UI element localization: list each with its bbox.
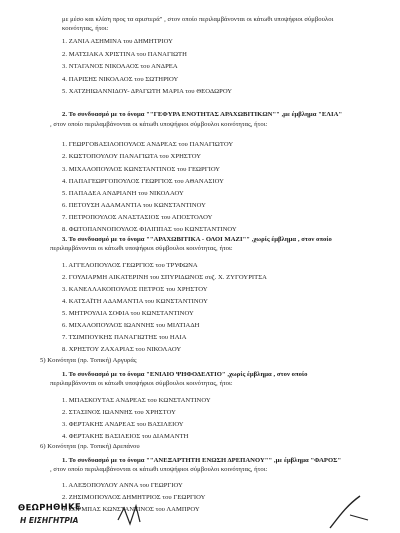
document-line: 7. ΠΕΤΡΟΠΟΥΛΟΣ ΑΝΑΣΤΑΣΙΟΣ του ΑΠΟΣΤΟΛΟΥ xyxy=(62,214,213,221)
document-line: 4. ΚΑΤΣΑΪΤΗ ΑΔΑΜΑΝΤΙΑ του ΚΩΝΣΤΑΝΤΙΝΟΥ xyxy=(62,298,208,305)
document-line: 1. ΜΠΑΣΚΟΥΤΑΣ ΑΝΔΡΕΑΣ του ΚΩΝΣΤΑΝΤΙΝΟΥ xyxy=(62,397,211,404)
document-line: , στον οποίο περιλαμβάνονται οι κάτωθι υποψήφιοι σύμβουλοι κοινότητας, ήτοι: xyxy=(50,121,268,128)
document-line: 4. ΠΑΠΑΓΕΩΡΓΟΠΟΥΛΟΣ ΓΕΩΡΓΙΟΣ του ΑΘΑΝΑΣΙΟΥ xyxy=(62,178,224,185)
document-line: 4. ΦΕΡΤΑΚΗΣ ΒΑΣΙΛΕΙΟΣ του ΔΙΑΜΑΝΤΗ xyxy=(62,433,189,440)
document-line: 2. ΖΗΣΙΜΟΠΟΥΛΟΣ ΔΗΜΗΤΡΙΟΣ του ΓΕΩΡΓΙΟΥ xyxy=(62,494,206,501)
document-line: 3. ΖΟΡΜΠΑΣ ΚΩΝΣΤΑΝΤΙΝΟΣ του ΛΑΜΠΡΟΥ xyxy=(62,506,200,513)
document-line: 1. Το συνδυασμό με το όνομα "ΕΝΙΑΙΟ ΨΗΦΟΔΕΛΤΙΟ" ,χωρίς έμβλημα , στον οποίο xyxy=(62,371,308,378)
document-line: περιλαμβάνονται οι κάτωθι υποψήφιοι σύμβουλοι κοινότητας, ήτοι: xyxy=(50,245,233,252)
document-line: 1. Το συνδυασμό με το όνομα ""ΑΝΕΞΑΡΤΗΤΗ ΕΝΩΣΗ ΔΡΕΠΑΝΟΥ"" ,με έμβλημα "ΦΑΡΟΣ" xyxy=(62,457,342,464)
document-line: 8. ΦΩΤΟΠΑΝΝΟΠΟΥΛΟΣ ΦΙΛΙΠΠΑΣ του ΚΩΝΣΤΑΝΤΙΝΟΥ xyxy=(62,226,237,233)
stamp-signatory-label: Η ΕΙΣΗΓΗΤΡΙΑ xyxy=(20,516,79,525)
document-line: 1. ΖΑΝΙΑ ΑΣΗΜΙΝΑ του ΔΗΜΗΤΡΙΟΥ xyxy=(62,38,173,45)
document-line: περιλαμβάνονται οι κάτωθι υποψήφιοι σύμβουλοι κοινότητας, ήτοι: xyxy=(50,380,233,387)
document-line: 8. ΧΡΗΣΤΟΥ ΖΑΧΑΡΙΑΣ του ΝΙΚΟΛΑΟΥ xyxy=(62,346,182,353)
document-line: κοινότητας, ήτοι: xyxy=(62,25,109,32)
document-line: 2. ΣΤΑΣΙΝΟΣ ΙΩΑΝΝΗΣ του ΧΡΗΣΤΟΥ xyxy=(62,409,176,416)
signature-mark-1 xyxy=(118,506,140,524)
document-line: 7. ΤΣΙΜΠΟΥΚΗΣ ΠΑΝΑΓΙΩΤΗΣ του ΗΛΙΑ xyxy=(62,334,187,341)
document-line: 6. ΜΙΧΑΛΟΠΟΥΛΟΣ ΙΩΑΝΝΗΣ του ΜΙΛΤΙΑΔΗ xyxy=(62,322,200,329)
document-line: 3. ΦΕΡΤΑΚΗΣ ΑΝΔΡΕΑΣ του ΒΑΣΙΛΕΙΟΥ xyxy=(62,421,184,428)
document-line: 5. ΠΑΠΑΔΕΑ ΑΝΔΡΙΑΝΗ του ΝΙΚΟΛΑΟΥ xyxy=(62,190,184,197)
document-line: 4. ΠΑΡΙΣΗΣ ΝΙΚΟΛΑΟΣ του ΣΩΤΗΡΙΟΥ xyxy=(62,76,179,83)
document-line: 3. ΚΑΝΕΛΛΑΚΟΠΟΥΛΟΣ ΠΕΤΡΟΣ του ΧΡΗΣΤΟΥ xyxy=(62,286,208,293)
document-line: 3. ΜΙΧΑΛΟΠΟΥΛΟΣ ΚΩΝΣΤΑΝΤΙΝΟΣ του ΓΕΩΡΓΙΟΥ xyxy=(62,166,221,173)
document-line: 2. ΚΩΣΤΟΠΟΥΛΟΥ ΠΑΝΑΓΙΩΤΑ του ΧΡΗΣΤΟΥ xyxy=(62,153,202,160)
document-line: 5. ΧΑΤΖΗΙΩΑΝΝΙΔΟΥ- ΔΡΑΓΩΤΗ ΜΑΡΙΑ του ΘΕΟΔΩΡΟΥ xyxy=(62,88,233,95)
approval-stamp: ΘΕΩΡΗΘΗΚΕ xyxy=(17,502,82,514)
document-line: 5) Κοινότητα (πρ. Τοπική) Αργυράς xyxy=(40,357,137,364)
document-line: με μέσο και κλίση προς τα αριστερά" , στον οποίο περιλαμβάνονται οι κάτωθι υποψήφιοι σύμβουλοι xyxy=(62,16,334,23)
document-line: 5. ΜΗΤΡΟΥΛΙΑ ΣΟΦΙΑ του ΚΩΝΣΤΑΝΤΙΝΟΥ xyxy=(62,310,194,317)
document-line: 2. ΜΑΤΣΙΑΚΑ ΧΡΙΣΤΙΝΑ του ΠΑΝΑΓΙΩΤΗ xyxy=(62,51,187,58)
document-line: 1. ΑΓΓΕΛΟΠΟΥΛΟΣ ΓΕΩΡΓΙΟΣ του ΤΡΥΦΩΝΑ xyxy=(62,262,198,269)
document-line: 3. Το συνδυασμό με το όνομα ""ΑΡΑΧΩΒΙΤΙΚΑ - ΟΛΟΙ ΜΑΖΙ"" ,χωρίς έμβλημα , στον οποίο xyxy=(62,236,332,243)
document-line: 1. ΑΛΕΞΟΠΟΥΛΟΥ ΑΝΝΑ του ΓΕΩΡΓΙΟΥ xyxy=(62,482,183,489)
document-line: 3. ΝΤΑΓΑΝΟΣ ΝΙΚΟΛΑΟΣ του ΑΝΔΡΕΑ xyxy=(62,63,178,70)
document-line: 6) Κοινότητα (πρ. Τοπική) Δρεπάνου xyxy=(40,443,140,450)
document-line: , στον οποίο περιλαμβάνονται οι κάτωθι υποψήφιοι σύμβουλοι κοινότητας, ήτοι: xyxy=(50,466,268,473)
signature-mark-2 xyxy=(330,496,360,528)
signature-mark-3 xyxy=(350,515,368,520)
document-line: 6. ΠΕΤΟΥΣΗ ΑΔΑΜΑΝΤΙΑ του ΚΩΝΣΤΑΝΤΙΝΟΥ xyxy=(62,202,206,209)
document-line: 2. Το συνδυασμό με το όνομα ""ΓΕΦΥΡΑ ΕΝΟΤΗΤΑΣ ΑΡΑΧΩΒΙΤΙΚΩΝ"" ,με έμβλημα "ΕΛΙΑ" xyxy=(62,111,343,118)
document-line: 2. ΓΟΥΛΙΑΡΜΗ ΑΙΚΑΤΕΡΙΝΗ του ΣΠΥΡΙΔΩΝΟΣ συζ. Χ. ΖΥΓΟΥΡΙΤΣΑ xyxy=(62,274,267,281)
document-line: 1. ΓΕΩΡΓΟΒΑΣΙΛΟΠΟΥΛΟΣ ΑΝΔΡΕΑΣ του ΠΑΝΑΓΙΩΤΟΥ xyxy=(62,141,234,148)
